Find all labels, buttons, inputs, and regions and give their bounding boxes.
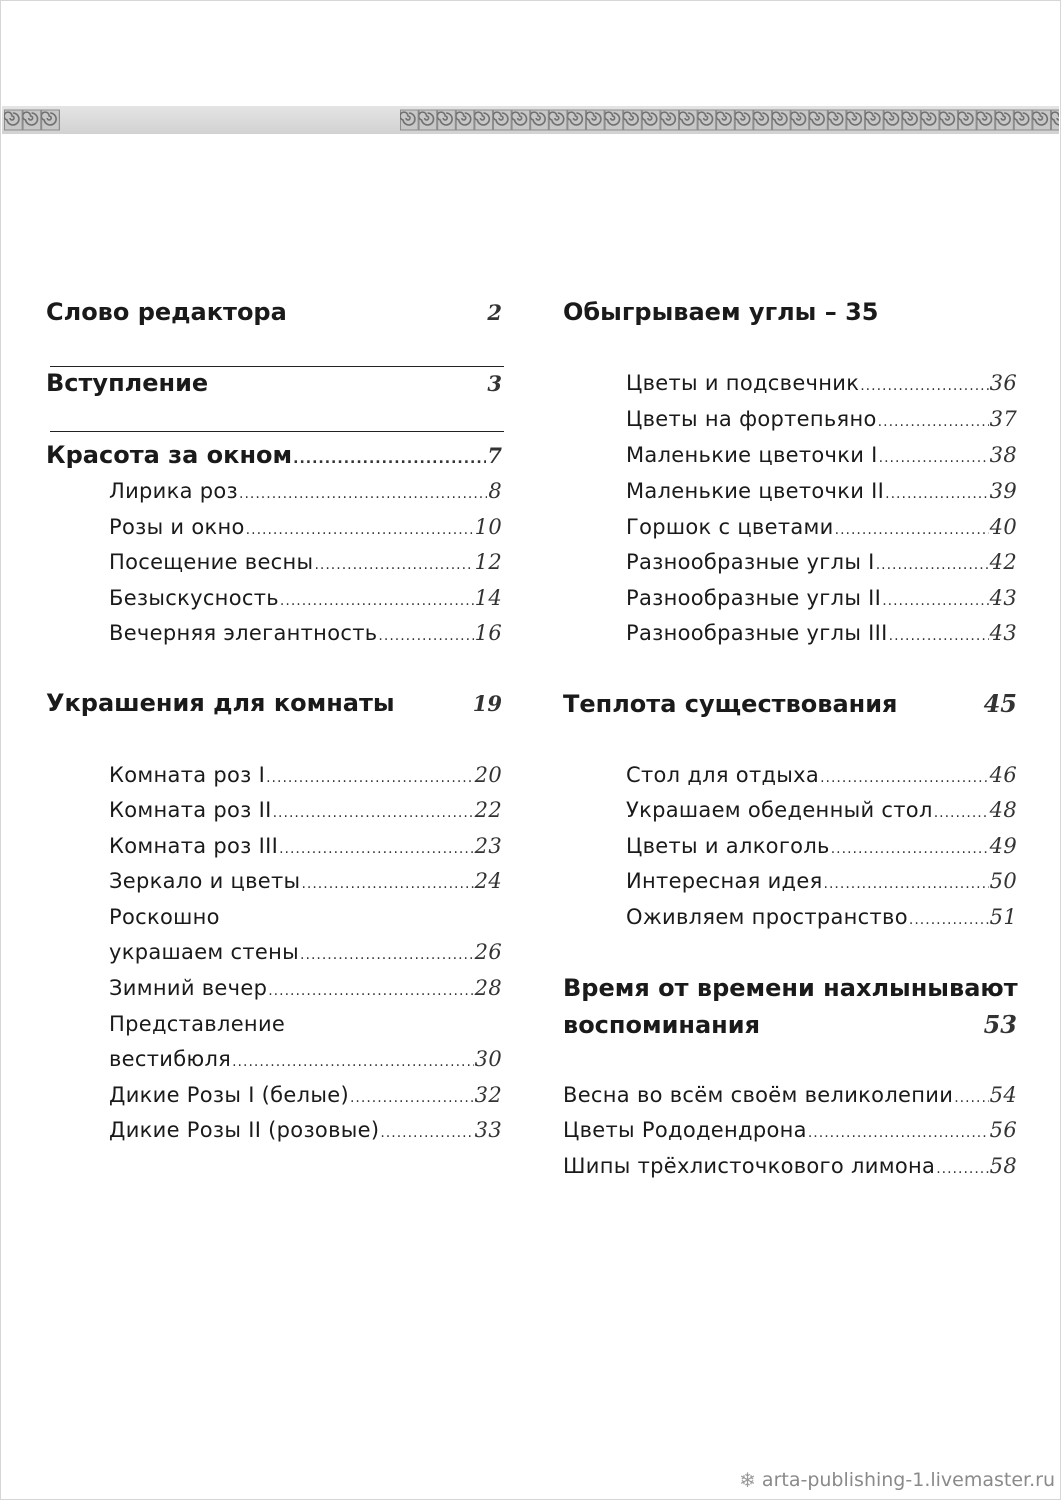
dot-leader bbox=[232, 1054, 474, 1070]
page-number: 23 bbox=[474, 834, 502, 858]
page-number: 40 bbox=[989, 515, 1017, 539]
toc-item[interactable] bbox=[109, 621, 502, 645]
section-title: Теплота существования bbox=[563, 690, 898, 718]
page-number: 49 bbox=[989, 834, 1017, 858]
toc-item[interactable] bbox=[626, 798, 1017, 822]
toc-item[interactable] bbox=[626, 621, 1017, 645]
toc-item[interactable] bbox=[626, 407, 1017, 431]
toc-item[interactable] bbox=[109, 869, 502, 893]
watermark[interactable] bbox=[739, 1468, 1055, 1492]
dot-leader bbox=[350, 1090, 474, 1106]
page-number: 37 bbox=[989, 407, 1017, 431]
page-number: 22 bbox=[474, 798, 502, 822]
page-number: 14 bbox=[474, 586, 502, 610]
dot-leader bbox=[936, 1161, 988, 1177]
page-number: 38 bbox=[989, 443, 1017, 467]
page-number: 42 bbox=[989, 550, 1017, 574]
toc-item[interactable] bbox=[109, 1012, 502, 1036]
item-title: Маленькие цветочки II bbox=[626, 479, 885, 503]
ornament-left bbox=[4, 107, 60, 133]
toc-section-room[interactable] bbox=[46, 689, 502, 717]
toc-item[interactable] bbox=[626, 763, 1017, 787]
page-number: 56 bbox=[989, 1118, 1017, 1142]
item-title: Разнообразные углы II bbox=[626, 586, 882, 610]
page-number: 45 bbox=[983, 689, 1017, 718]
item-title: украшаем стены bbox=[109, 940, 300, 964]
toc-item[interactable] bbox=[109, 1083, 502, 1107]
page-number: 26 bbox=[474, 940, 502, 964]
dot-leader bbox=[279, 841, 474, 857]
item-title: Зеркало и цветы bbox=[109, 869, 301, 893]
item-title: Украшаем обеденный стол bbox=[626, 798, 933, 822]
page-number: 2 bbox=[487, 300, 502, 325]
page-number: 8 bbox=[488, 479, 502, 503]
toc-item[interactable] bbox=[626, 905, 1017, 929]
toc-item[interactable] bbox=[109, 763, 502, 787]
dot-leader bbox=[909, 912, 989, 928]
dot-leader bbox=[314, 557, 473, 573]
item-title: Дикие Розы II (розовые) bbox=[109, 1118, 380, 1142]
item-title: Посещение весны bbox=[109, 550, 314, 574]
toc-item[interactable] bbox=[626, 479, 1017, 503]
toc-section-editor[interactable] bbox=[46, 298, 502, 326]
item-title: вестибюля bbox=[109, 1047, 232, 1071]
page-number: 43 bbox=[989, 586, 1017, 610]
page-number: 28 bbox=[474, 976, 502, 1000]
item-title: Вечерняя элегантность bbox=[109, 621, 378, 645]
dot-leader bbox=[831, 841, 989, 857]
page-number: 24 bbox=[474, 869, 502, 893]
item-title: Весна во всём своём великолепии bbox=[563, 1083, 954, 1107]
section-title: Время от времени нахлынывают bbox=[563, 974, 1018, 1002]
toc-section-intro[interactable] bbox=[46, 369, 502, 397]
page-number: 12 bbox=[474, 550, 502, 574]
toc-item[interactable] bbox=[626, 550, 1017, 574]
item-title: Маленькие цветочки I bbox=[626, 443, 878, 467]
toc-item[interactable] bbox=[626, 443, 1017, 467]
toc-item[interactable] bbox=[109, 834, 502, 858]
toc-item[interactable] bbox=[109, 1118, 502, 1142]
dot-leader bbox=[878, 414, 989, 430]
toc-item[interactable] bbox=[563, 1118, 1017, 1142]
toc-item[interactable] bbox=[563, 1154, 1017, 1178]
page-number: 7 bbox=[487, 443, 502, 468]
toc-item[interactable] bbox=[109, 1047, 502, 1071]
dot-leader bbox=[954, 1090, 988, 1106]
page-number: 46 bbox=[989, 763, 1017, 787]
item-title: Комната роз III bbox=[109, 834, 279, 858]
page-number: 43 bbox=[989, 621, 1017, 645]
ornament-right bbox=[400, 107, 1059, 133]
dot-leader bbox=[273, 805, 474, 821]
toc-item[interactable] bbox=[626, 869, 1017, 893]
item-title: Цветы на фортепьяно bbox=[626, 407, 877, 431]
dot-leader bbox=[879, 450, 989, 466]
dot-leader bbox=[300, 947, 474, 963]
toc-item[interactable] bbox=[109, 586, 502, 610]
toc-item[interactable] bbox=[626, 834, 1017, 858]
toc-section-warmth[interactable] bbox=[563, 689, 1017, 718]
dot-leader bbox=[860, 378, 988, 394]
item-title: Разнообразные углы I bbox=[626, 550, 875, 574]
toc-section-beauty[interactable] bbox=[46, 441, 502, 469]
dot-leader bbox=[268, 983, 473, 999]
page-number: 58 bbox=[989, 1154, 1017, 1178]
dot-leader bbox=[266, 770, 474, 786]
item-title: Комната роз I bbox=[109, 763, 266, 787]
item-title: Цветы и алкоголь bbox=[626, 834, 830, 858]
item-title: Разнообразные углы III bbox=[626, 621, 888, 645]
section-title: Украшения для комнаты bbox=[46, 689, 395, 717]
item-title: Представление bbox=[109, 1012, 286, 1036]
toc-item[interactable] bbox=[109, 976, 502, 1000]
page-number: 16 bbox=[474, 621, 502, 645]
toc-item[interactable] bbox=[109, 905, 502, 929]
page-number: 53 bbox=[983, 1010, 1017, 1039]
item-title: Цветы Рододендрона bbox=[563, 1118, 807, 1142]
dot-leader bbox=[882, 593, 988, 609]
toc-item[interactable] bbox=[109, 798, 502, 822]
dot-leader bbox=[378, 628, 473, 644]
section-title: Вступление bbox=[46, 369, 209, 397]
page-number: 54 bbox=[989, 1083, 1017, 1107]
dot-leader bbox=[824, 876, 989, 892]
page-number: 36 bbox=[989, 371, 1017, 395]
toc-section-memories[interactable] bbox=[563, 974, 1017, 1002]
toc-item[interactable] bbox=[626, 371, 1017, 395]
snowflake-icon: ❄ bbox=[739, 1468, 756, 1492]
item-title: Комната роз II bbox=[109, 798, 272, 822]
toc-item[interactable] bbox=[626, 586, 1017, 610]
dot-leader bbox=[280, 593, 474, 609]
item-title: Цветы и подсвечник bbox=[626, 371, 860, 395]
page-number: 3 bbox=[487, 371, 502, 396]
item-title: Безыскусность bbox=[109, 586, 279, 610]
item-title: Роскошно bbox=[109, 905, 220, 929]
section-title: Обыгрываем углы – 35 bbox=[563, 298, 879, 326]
toc-item[interactable] bbox=[563, 1083, 1017, 1107]
item-title: Дикие Розы I (белые) bbox=[109, 1083, 349, 1107]
watermark-text: arta-publishing-1.livemaster.ru bbox=[761, 1469, 1055, 1491]
page-number: 39 bbox=[989, 479, 1017, 503]
dot-leader bbox=[835, 522, 989, 538]
divider bbox=[50, 366, 504, 367]
toc-item[interactable] bbox=[109, 479, 502, 503]
section-title: Красота за окном bbox=[46, 441, 293, 469]
item-title: Розы и окно bbox=[109, 515, 245, 539]
toc-section-corners[interactable] bbox=[563, 298, 1017, 326]
item-title: Лирика роз bbox=[109, 479, 238, 503]
page-number: 10 bbox=[474, 515, 502, 539]
dot-leader bbox=[934, 805, 989, 821]
item-title: Оживляем пространство bbox=[626, 905, 908, 929]
dot-leader bbox=[820, 770, 989, 786]
toc-item[interactable] bbox=[109, 550, 502, 574]
dot-leader bbox=[876, 557, 989, 573]
item-title: Зимний вечер bbox=[109, 976, 268, 1000]
toc-section-memories-line2[interactable] bbox=[563, 1010, 1017, 1039]
page-number: 48 bbox=[989, 798, 1017, 822]
dot-leader bbox=[301, 876, 473, 892]
page-number: 51 bbox=[989, 905, 1017, 929]
item-title: Стол для отдыха bbox=[626, 763, 820, 787]
page-number: 30 bbox=[474, 1047, 502, 1071]
dot-leader bbox=[239, 486, 487, 502]
page-number: 32 bbox=[474, 1083, 502, 1107]
section-title: воспоминания bbox=[563, 1011, 760, 1039]
page-number: 19 bbox=[472, 691, 502, 716]
toc-item[interactable] bbox=[109, 940, 502, 964]
divider bbox=[50, 431, 504, 432]
dot-leader bbox=[889, 628, 989, 644]
item-title: Шипы трёхлисточкового лимона bbox=[563, 1154, 936, 1178]
page-number: 50 bbox=[989, 869, 1017, 893]
page-number: 33 bbox=[474, 1118, 502, 1142]
dot-leader bbox=[380, 1125, 473, 1141]
page-number: 20 bbox=[474, 763, 502, 787]
item-title: Интересная идея bbox=[626, 869, 823, 893]
dot-leader bbox=[293, 451, 486, 467]
dot-leader bbox=[885, 486, 989, 502]
dot-leader bbox=[246, 522, 474, 538]
toc-item[interactable] bbox=[109, 515, 502, 539]
item-title: Горшок с цветами bbox=[626, 515, 834, 539]
dot-leader bbox=[808, 1125, 989, 1141]
section-title: Слово редактора bbox=[46, 298, 287, 326]
toc-item[interactable] bbox=[626, 515, 1017, 539]
